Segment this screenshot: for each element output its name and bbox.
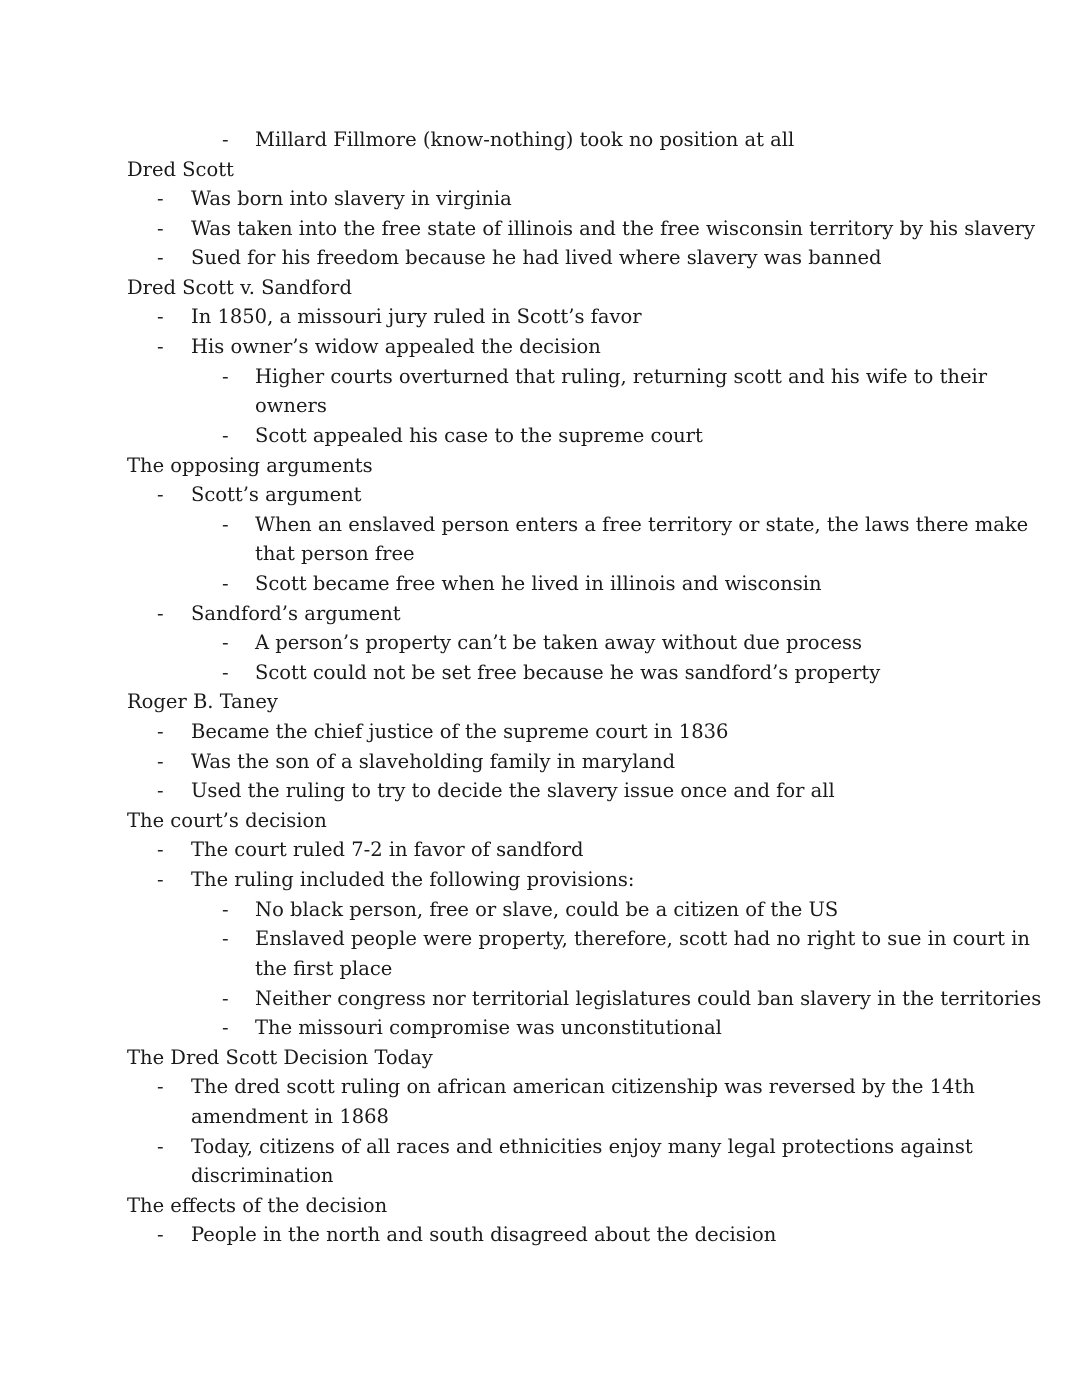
list-item: People in the north and south disagreed about the decision (191, 1223, 777, 1246)
list-item: Millard Fillmore (know-nothing) took no position at all (255, 128, 795, 151)
list-item: Neither congress nor territorial legislatures could ban slavery in the territories (255, 987, 1042, 1010)
list-item: The missouri compromise was unconstitutional (255, 1016, 722, 1039)
bullet-dash: - (157, 483, 164, 506)
section-heading: The court’s decision (127, 809, 327, 832)
list-item: The dred scott ruling on african american citizenship was reversed by the 14th (191, 1075, 975, 1098)
bullet-dash: - (157, 246, 164, 269)
list-item: In 1850, a missouri jury ruled in Scott’s favor (191, 305, 642, 328)
list-item: Used the ruling to try to decide the slavery issue once and for all (191, 779, 835, 802)
list-item: A person’s property can’t be taken away without due process (255, 631, 863, 654)
list-item: Higher courts overturned that ruling, returning scott and his wife to their (255, 365, 988, 388)
section-heading: The effects of the decision (127, 1194, 388, 1217)
list-item: Sandford’s argument (191, 602, 401, 625)
section-heading: The opposing arguments (127, 454, 373, 477)
section-heading: Dred Scott v. Sandford (127, 276, 352, 299)
bullet-dash: - (157, 779, 164, 802)
list-item-continuation: discrimination (191, 1164, 334, 1187)
list-item: Today, citizens of all races and ethnicities enjoy many legal protections against (191, 1135, 973, 1158)
list-item: His owner’s widow appealed the decision (191, 335, 601, 358)
bullet-dash: - (157, 217, 164, 240)
bullet-dash: - (157, 838, 164, 861)
bullet-dash: - (222, 128, 229, 151)
bullet-dash: - (157, 750, 164, 773)
list-item: The ruling included the following provisions: (191, 868, 635, 891)
list-item: The court ruled 7-2 in favor of sandford (191, 838, 584, 861)
bullet-dash: - (157, 305, 164, 328)
list-item-continuation: amendment in 1868 (191, 1105, 389, 1128)
bullet-dash: - (157, 335, 164, 358)
bullet-dash: - (157, 187, 164, 210)
bullet-dash: - (222, 513, 229, 536)
bullet-dash: - (157, 1075, 164, 1098)
list-item-continuation: the first place (255, 957, 393, 980)
list-item: No black person, free or slave, could be a citizen of the US (255, 898, 839, 921)
list-item: Was born into slavery in virginia (191, 187, 512, 210)
list-item: Was taken into the free state of illinois and the free wisconsin territory by his slavery (191, 217, 1035, 240)
bullet-dash: - (157, 1135, 164, 1158)
bullet-dash: - (157, 602, 164, 625)
list-item-continuation: owners (255, 394, 327, 417)
bullet-dash: - (157, 868, 164, 891)
bullet-dash: - (222, 898, 229, 921)
bullet-dash: - (157, 720, 164, 743)
list-item: Became the chief justice of the supreme court in 1836 (191, 720, 729, 743)
list-item: Enslaved people were property, therefore, scott had no right to sue in court in (255, 927, 1030, 950)
list-item: Sued for his freedom because he had lived where slavery was banned (191, 246, 882, 269)
section-heading: The Dred Scott Decision Today (127, 1046, 433, 1069)
list-item: Scott’s argument (191, 483, 362, 506)
list-item-continuation: that person free (255, 542, 415, 565)
bullet-dash: - (222, 631, 229, 654)
section-heading: Roger B. Taney (127, 690, 278, 713)
list-item: Scott could not be set free because he was sandford’s property (255, 661, 881, 684)
bullet-dash: - (157, 1223, 164, 1246)
bullet-dash: - (222, 365, 229, 388)
list-item: Scott became free when he lived in illinois and wisconsin (255, 572, 822, 595)
section-heading: Dred Scott (127, 158, 234, 181)
bullet-dash: - (222, 987, 229, 1010)
bullet-dash: - (222, 927, 229, 950)
bullet-dash: - (222, 572, 229, 595)
bullet-dash: - (222, 1016, 229, 1039)
bullet-dash: - (222, 661, 229, 684)
list-item: When an enslaved person enters a free territory or state, the laws there make (255, 513, 1029, 536)
list-item: Scott appealed his case to the supreme court (255, 424, 703, 447)
list-item: Was the son of a slaveholding family in maryland (191, 750, 676, 773)
bullet-dash: - (222, 424, 229, 447)
